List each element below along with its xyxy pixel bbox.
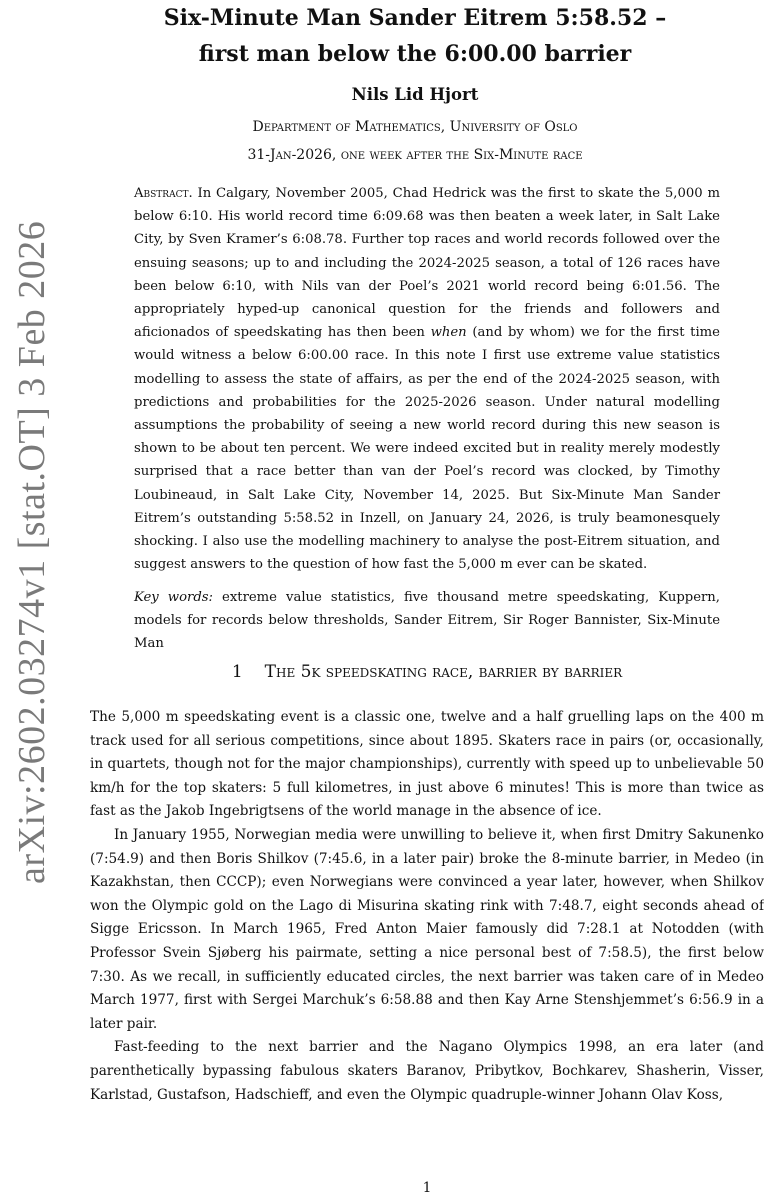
keywords-label: Key words:	[134, 590, 213, 605]
author-affiliation: Department of Mathematics, University of Oslo	[252, 119, 578, 135]
body-paragraph: Fast-feeding to the next barrier and the Nagano Olympics 1998, an era later (and parenthetically bypassing fabulous skaters Baranov, Pribytkov, Bochkarev, Shasherin, Visser, Karlstad, Gustafson, Hadschieff, and even the Olympic quadruple-winner Johann Olav Koss,	[90, 1039, 764, 1103]
paper-title	[120, 0, 710, 72]
arxiv-sidebar	[0, 0, 58, 1200]
abstract	[134, 182, 720, 576]
title-line-1: Six-Minute Man Sander Eitrem 5:58.52 –	[163, 5, 667, 31]
abstract-emphasis: when	[430, 325, 467, 341]
section-heading	[90, 662, 764, 682]
paper-date: 31-Jan-2026, one week after the Six-Minute race	[247, 147, 583, 163]
abstract-text-1: In Calgary, November 2005, Chad Hedrick was the first to skate the 5,000 m below 6:10. His world record time 6:09.68 was then beaten a week later, in Salt Lake City, by Sven Kramer’s 6:08.78. Further top races and world records followed over the ensuing seasons; up to and including the 2024-2025 season, a total of 126 races have been below 6:10, with Nils van der Poel’s 2021 world record being 6:01.56. The appropriately hyped-up canonical question for the friends and followers and aficionados of speedskating has then been	[134, 186, 720, 341]
keywords	[134, 586, 720, 655]
section-number: 1	[231, 662, 243, 682]
arxiv-identifier: arXiv:2602.03274v1 [stat.OT] 3 Feb 2026	[11, 220, 53, 884]
abstract-text-2: (and by whom) we for the first time would witness a below 6:00.00 race. In this note I first use extreme value statistics modelling to assess the state of affairs, as per the end of the 2024-2025 season, with predictions and probabilities for the 2025-2026 season. Under natural modelling assumptions the probability of seeing a new world record during this new season is shown to be about ten percent. We were indeed excited but in reality merely modestly surprised that a race better than van der Poel’s record was clocked, by Timothy Loubineaud, in Salt Lake City, November 14, 2025. But Six-Minute Man Sander Eitrem’s outstanding 5:58.52 in Inzell, on January 24, 2026, is truly beamonesquely shocking. I also use the modelling machinery to analyse the post-Eitrem situation, and suggest answers to the question of how fast the 5,000 m ever can be skated.	[134, 325, 720, 573]
body-text	[90, 706, 764, 1107]
body-paragraph: In January 1955, Norwegian media were unwilling to believe it, when first Dmitry Sakunenko (7:54.9) and then Boris Shilkov (7:45.6, in a later pair) broke the 8-minute barrier, in Medeo (in Kazakhstan, then CCCP); even Norwegians were convinced a year later, however, when Shilkov won the Olympic gold on the Lago di Misurina skating rink with 7:48.7, eight seconds ahead of Sigge Ericsson. In March 1965, Fred Anton Maier famously did 7:28.1 at Notodden (with Professor Svein Sjøberg his pairmate, setting a nice personal best of 7:58.5), the first below 7:30. As we recall, in sufficiently educated circles, the next barrier was taken care of in Medeo March 1977, first with Sergei Marchuk’s 6:58.88 and then Kay Arne Stenshjemmet’s 6:56.9 in a later pair.	[90, 826, 764, 1032]
title-line-2: first man below the 6:00.00 barrier	[198, 41, 632, 67]
keywords-text: extreme value statistics, five thousand metre speedskating, Kuppern, models for records below thresholds, Sander Eitrem, Sir Roger Bannister, Six-Minute Man	[134, 590, 720, 651]
section-title: The 5k speedskating race, barrier by barrier	[264, 662, 623, 682]
author-name: Nils Lid Hjort	[351, 85, 479, 104]
page-number: 1	[422, 1180, 432, 1196]
abstract-label: Abstract.	[134, 186, 193, 201]
body-paragraph: The 5,000 m speedskating event is a classic one, twelve and a half gruelling laps on the 400 m track used for all serious competitions, since about 1895. Skaters race in pairs (or, occasionally, in quartets, though not for the major championships), currently with speed up to unbelievable 50 km/h for the top skaters: 5 full kilometres, in just above 6 minutes! This is more than twice as fast as the Jakob Ingebrigtsens of the world manage in the absence of ice.	[90, 709, 764, 820]
